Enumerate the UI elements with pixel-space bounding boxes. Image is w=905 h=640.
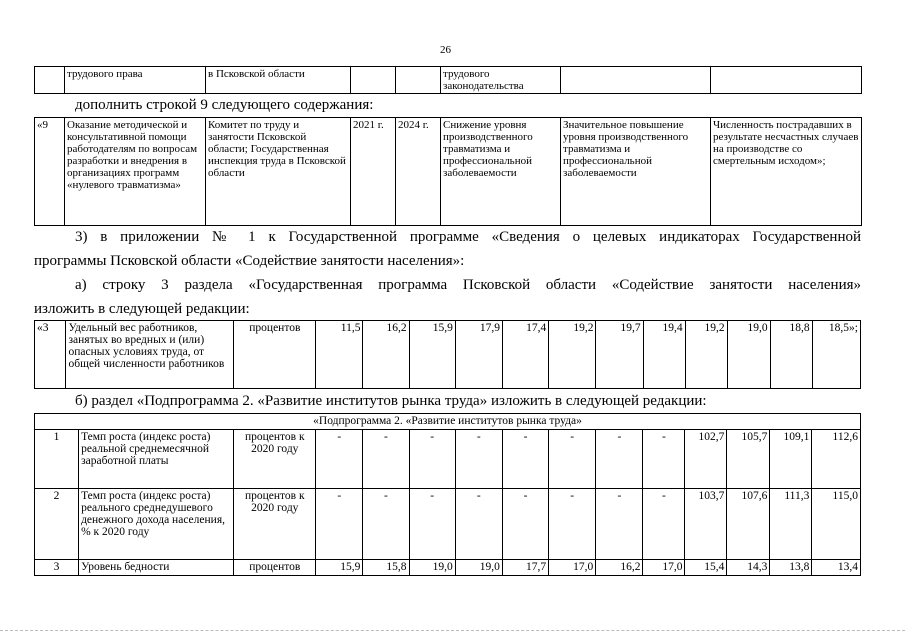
sub-row-value: - bbox=[502, 430, 548, 489]
row9-start: 2021 г. bbox=[351, 118, 396, 226]
sub-row-value: - bbox=[643, 489, 685, 560]
sub-row-value: 17,7 bbox=[502, 560, 548, 576]
row3-value: 16,2 bbox=[363, 321, 409, 389]
para-3-line2: программы Псковской области «Содействие занятости населения»: bbox=[34, 253, 465, 269]
sub-row-name: Темп роста (индекс роста) реальной среднемесячной заработной платы bbox=[79, 430, 234, 489]
sub-row-value: 15,9 bbox=[316, 560, 363, 576]
sub-row-value: 13,8 bbox=[770, 560, 812, 576]
sub-row-value: - bbox=[643, 430, 685, 489]
sub-row-unit: процентов к 2020 году bbox=[234, 430, 316, 489]
cell-result: трудового законодательства bbox=[441, 67, 561, 94]
row3-name: Удельный вес работников, занятых во вредных и (или) опасных условиях труда, от общей численности работников bbox=[66, 321, 234, 389]
sub-row-value: 14,3 bbox=[727, 560, 770, 576]
row3-num: «3 bbox=[35, 321, 66, 389]
sub-row-name: Темп роста (индекс роста) реального среднедушевого денежного дохода населения, % к 2020 году bbox=[79, 489, 234, 560]
cell-consequences bbox=[561, 67, 711, 94]
row3-value: 17,9 bbox=[455, 321, 502, 389]
sub-row-value: 115,0 bbox=[812, 489, 861, 560]
sub-row-value: - bbox=[596, 489, 643, 560]
sub-row-value: 109,1 bbox=[770, 430, 812, 489]
sub-row-num: 2 bbox=[35, 489, 79, 560]
row9-name: Оказание методической и консультативной помощи работодателям по вопросам разработки и внедрения в организациях программ «нулевого травматизма» bbox=[65, 118, 206, 226]
sub-row-value: 17,0 bbox=[643, 560, 685, 576]
para-b: б) раздел «Подпрограмма 2. «Развитие институтов рынка труда» изложить в следующей редакции: bbox=[75, 393, 707, 409]
sub-row-value: - bbox=[549, 489, 596, 560]
para-add-row: дополнить строкой 9 следующего содержания: bbox=[75, 97, 374, 113]
sub-row-value: 19,0 bbox=[455, 560, 502, 576]
cell-end bbox=[396, 67, 441, 94]
sub-row-value: - bbox=[363, 489, 409, 560]
row3-value: 19,2 bbox=[685, 321, 727, 389]
sub-row-value: 107,6 bbox=[727, 489, 770, 560]
row3-value: 18,5»; bbox=[812, 321, 860, 389]
sub-row-value: 111,3 bbox=[770, 489, 812, 560]
sub-row-value: 17,0 bbox=[549, 560, 596, 576]
para-3-line1: 3) в приложении № 1 к Государственной программе «Сведения о целевых индикаторах Государственной bbox=[75, 229, 861, 245]
sub-row-value: - bbox=[316, 489, 363, 560]
sub-row-num: 1 bbox=[35, 430, 79, 489]
row3-value: 15,9 bbox=[409, 321, 455, 389]
row9-executor: Комитет по труду и занятости Псковской области; Государственная инспекция труда в Псковской области bbox=[206, 118, 351, 226]
cell-num bbox=[35, 67, 65, 94]
sub-row-unit: процентов к 2020 году bbox=[234, 489, 316, 560]
row9-end: 2024 г. bbox=[396, 118, 441, 226]
sub-row-value: - bbox=[455, 489, 502, 560]
sub-row-value: 15,4 bbox=[685, 560, 727, 576]
row3-value: 11,5 bbox=[316, 321, 363, 389]
row9-num: «9 bbox=[35, 118, 65, 226]
row3-value: 19,4 bbox=[643, 321, 685, 389]
sub-row-value: - bbox=[549, 430, 596, 489]
sub-row-value: - bbox=[502, 489, 548, 560]
cell-indicator bbox=[711, 67, 862, 94]
cell-executor: в Псковской области bbox=[206, 67, 351, 94]
row9-result: Снижение уровня производственного травматизма и профессиональной заболеваемости bbox=[441, 118, 561, 226]
sub-row-value: 103,7 bbox=[685, 489, 727, 560]
sub-row-value: - bbox=[316, 430, 363, 489]
sub-row-value: - bbox=[596, 430, 643, 489]
row3-value: 19,0 bbox=[727, 321, 770, 389]
row9-table bbox=[34, 117, 862, 226]
para-a-line1: а) строку 3 раздела «Государственная программа Псковской области «Содействие занятости населения» bbox=[75, 277, 861, 293]
sub-row-value: - bbox=[455, 430, 502, 489]
sub-row-value: 102,7 bbox=[685, 430, 727, 489]
sub-row-value: 15,8 bbox=[363, 560, 409, 576]
row9-consequences: Значительное повышение уровня производственного травматизма и профессиональной заболеваемости bbox=[561, 118, 711, 226]
para-a-line2: изложить в следующей редакции: bbox=[34, 301, 250, 317]
row3-value: 19,2 bbox=[549, 321, 596, 389]
sub-row-value: - bbox=[409, 489, 455, 560]
sub-row-unit: процентов bbox=[234, 560, 316, 576]
page-number: 26 bbox=[440, 44, 451, 56]
sub-row-value: 112,6 bbox=[812, 430, 861, 489]
subprogram-header: «Подпрограмма 2. «Развитие институтов рынка труда» bbox=[35, 414, 861, 430]
row3-value: 18,8 bbox=[770, 321, 812, 389]
row3-value: 19,7 bbox=[596, 321, 643, 389]
cell-name: трудового права bbox=[65, 67, 206, 94]
subprogram2-table bbox=[34, 413, 861, 576]
row3-value: 17,4 bbox=[503, 321, 549, 389]
sub-row-value: - bbox=[363, 430, 409, 489]
sub-row-value: 19,0 bbox=[409, 560, 455, 576]
sub-row-value: - bbox=[409, 430, 455, 489]
sub-row-name: Уровень бедности bbox=[79, 560, 234, 576]
measures-table-continued bbox=[34, 66, 862, 94]
cell-start bbox=[351, 67, 396, 94]
row3-table bbox=[34, 320, 861, 389]
scan-bottom-edge bbox=[0, 630, 905, 632]
row9-indicator: Численность пострадавших в результате несчастных случаев на производстве со смертельным исходом»; bbox=[711, 118, 862, 226]
row3-unit: процентов bbox=[234, 321, 316, 389]
sub-row-value: 105,7 bbox=[727, 430, 770, 489]
sub-row-value: 13,4 bbox=[812, 560, 861, 576]
sub-row-value: 16,2 bbox=[596, 560, 643, 576]
sub-row-num: 3 bbox=[35, 560, 79, 576]
